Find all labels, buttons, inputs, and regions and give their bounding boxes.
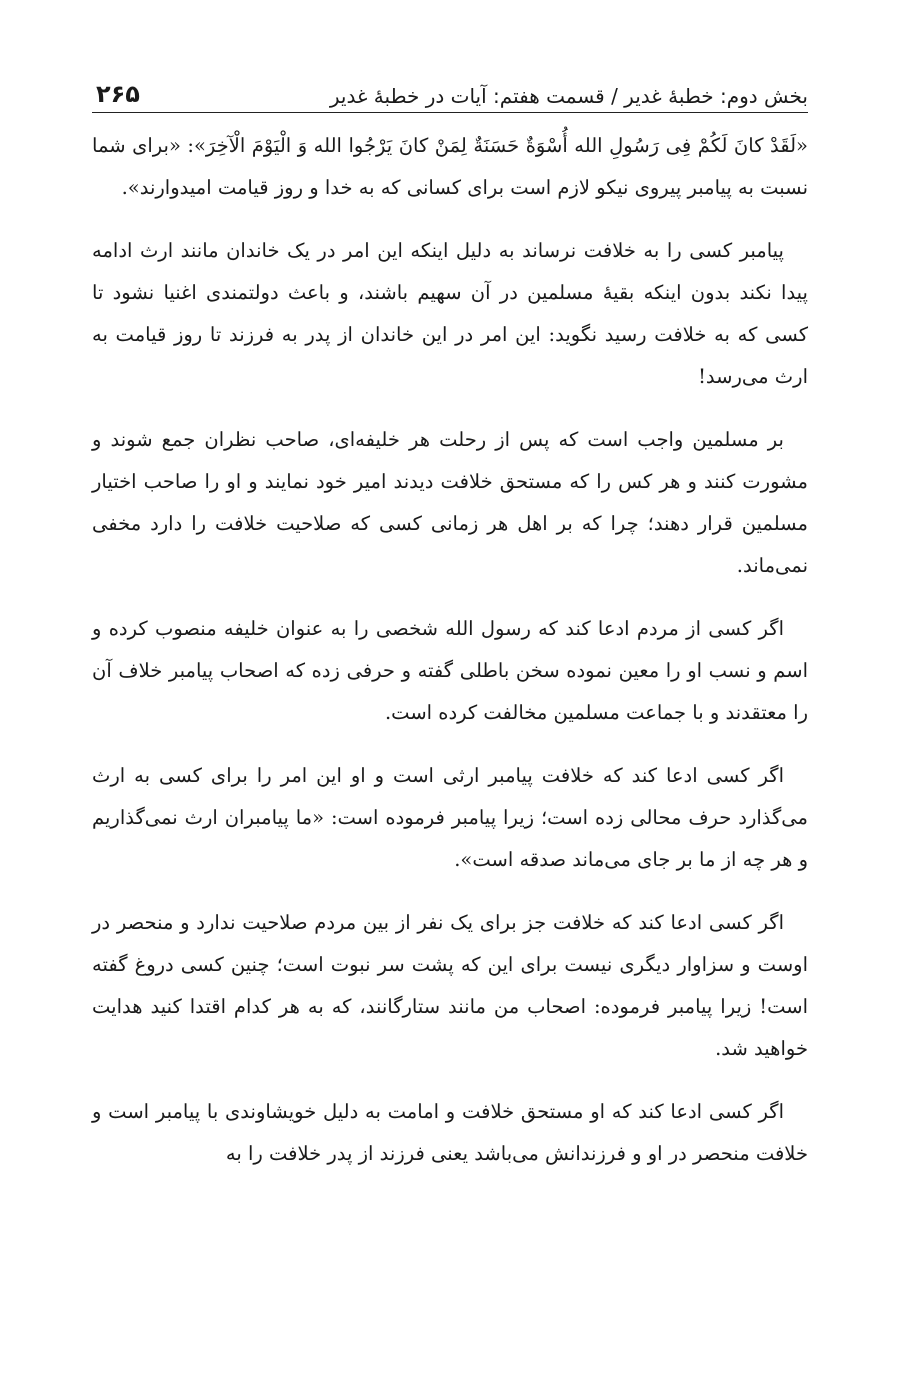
page-header: [92, 58, 808, 113]
paragraph: اگر کسی ادعا کند که او مستحق خلافت و امامت به دلیل خویشاوندی با پیامبر است و خلافت منحصر در او و فرزندانش می‌باشد یعنی فرزند از پدر خلافت را به: [92, 1100, 808, 1165]
paragraph: اگر کسی ادعا کند که خلافت جز برای یک نفر از بین مردم صلاحیت ندارد و منحصر در اوست و سزاوار دیگری نیست برای این که پشت سر نبوت است؛ چنین کسی دروغ گفته است! زیرا پیامبر فرموده: اصحاب من مانند ستارگانند، که به هر کدام اقتدا کنید هدایت خواهید شد.: [92, 911, 808, 1060]
verse-paragraph: [92, 125, 808, 209]
book-page: [92, 58, 808, 1196]
running-head: بخش دوم: خطبهٔ غدیر / قسمت هفتم: آیات در خطبهٔ غدیر: [329, 84, 808, 108]
quran-verse: «لَقَدْ کانَ لَکُمْ فِی رَسُولِ الله أُسْوَةٌ حَسَنَةٌ لِمَنْ کانَ یَرْجُوا الله وَ الْیَوْمَ الْآخِرَ»:: [187, 134, 808, 157]
body-text: [92, 125, 808, 1175]
paragraph: پیامبر کسی را به خلافت نرساند به دلیل اینکه این امر در یک خاندان مانند ارث ادامه پیدا نکند بدون اینکه بقیهٔ مسلمین در آن سهیم باشند، و باعث دولتمندی اغنیا نشود تا کسی که به خلافت رسید نگوید: این امر در این خاندان از پدر به فرزند تا روز قیامت به ارث می‌رسد!: [92, 239, 808, 388]
verse-translation: «برای شما نسبت به پیامبر پیروی نیکو لازم است برای کسانی که به خدا و روز قیامت امیدوارند».: [92, 134, 808, 199]
page-number: ۲۶۵: [96, 80, 140, 108]
paragraph: اگر کسی از مردم ادعا کند که رسول الله شخصی را به عنوان خلیفه منصوب کرده و اسم و نسب او را معین نموده سخن باطلی گفته و حرفی زده که اصحاب پیامبر خلاف آن را معتقدند و با جماعت مسلمین مخالفت کرده است.: [92, 617, 808, 724]
paragraph: بر مسلمین واجب است که پس از رحلت هر خلیفه‌ای، صاحب نظران جمع شوند و مشورت کنند و هر کس را که مستحق خلافت دیدند امیر خود نمایند و او را صاحب اختیار مسلمین قرار دهند؛ چرا که بر اهل هر زمانی کسی که صلاحیت خلافت را دارد مخفی نمی‌ماند.: [92, 428, 808, 577]
paragraph: اگر کسی ادعا کند که خلافت پیامبر ارثی است و او این امر را برای کسی به ارث می‌گذارد حرف محالی زده است؛ زیرا پیامبر فرموده است: «ما پیامبران ارث نمی‌گذاریم و هر چه از ما بر جای می‌ماند صدقه است».: [92, 764, 808, 871]
